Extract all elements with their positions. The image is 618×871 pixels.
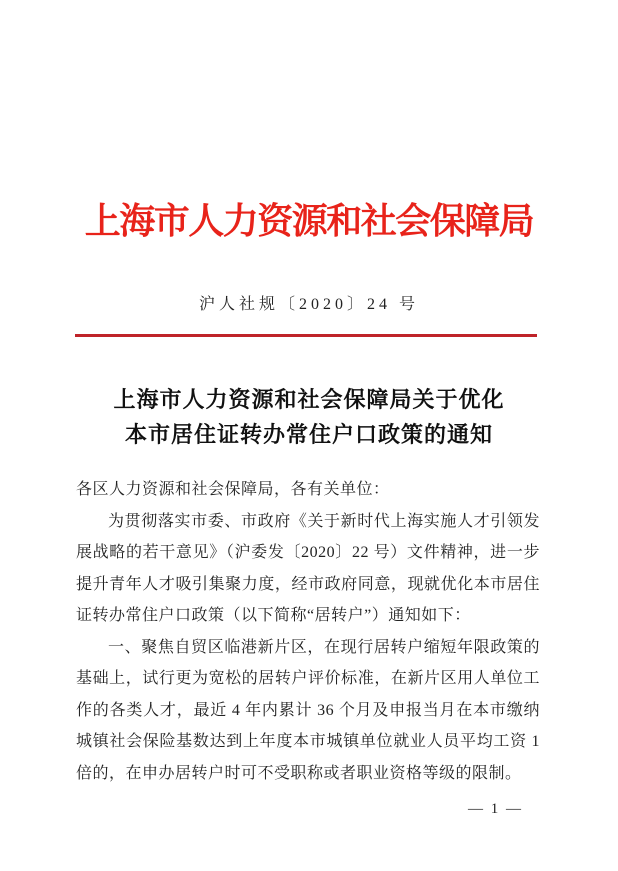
document-title [0, 382, 618, 452]
document-title-line-1: 上海市人力资源和社会保障局关于优化 [113, 387, 505, 412]
page-number: — 1 — [468, 801, 523, 817]
letterhead-agency-name: 上海市人力资源和社会保障局 [84, 201, 534, 241]
letterhead-divider-line [75, 334, 537, 337]
body-paragraph: 一、聚焦自贸区临港新片区，在现行居转户缩短年限政策的基础上，试行更为宽松的居转户评价标准，在新片区用人单位工作的各类人才，最近 4 年内累计 36 个月及申报当月在本市缴纳城镇社会保险基数达到上年度本市城镇单位就业人员平均工资 1 倍的，在申办居转户时可不受职称或者职业资格等级的限制。 [76, 638, 540, 782]
body-paragraph: 为贯彻落实市委、市政府《关于新时代上海实施人才引领发展战略的若干意见》（沪委发〔2020〕22 号）文件精神，进一步提升青年人才吸引集聚力度，经市政府同意，现就优化本市居住证转办常住户口政策（以下简称“居转户”）通知如下： [76, 512, 540, 624]
document-title-line-2: 本市居住证转办常住户口政策的通知 [124, 422, 493, 447]
document-reference-number: 沪人社规〔2020〕24 号 [198, 296, 419, 313]
salutation-line: 各区人力资源和社会保障局，各有关单位： [76, 481, 390, 498]
document-body [76, 474, 540, 789]
